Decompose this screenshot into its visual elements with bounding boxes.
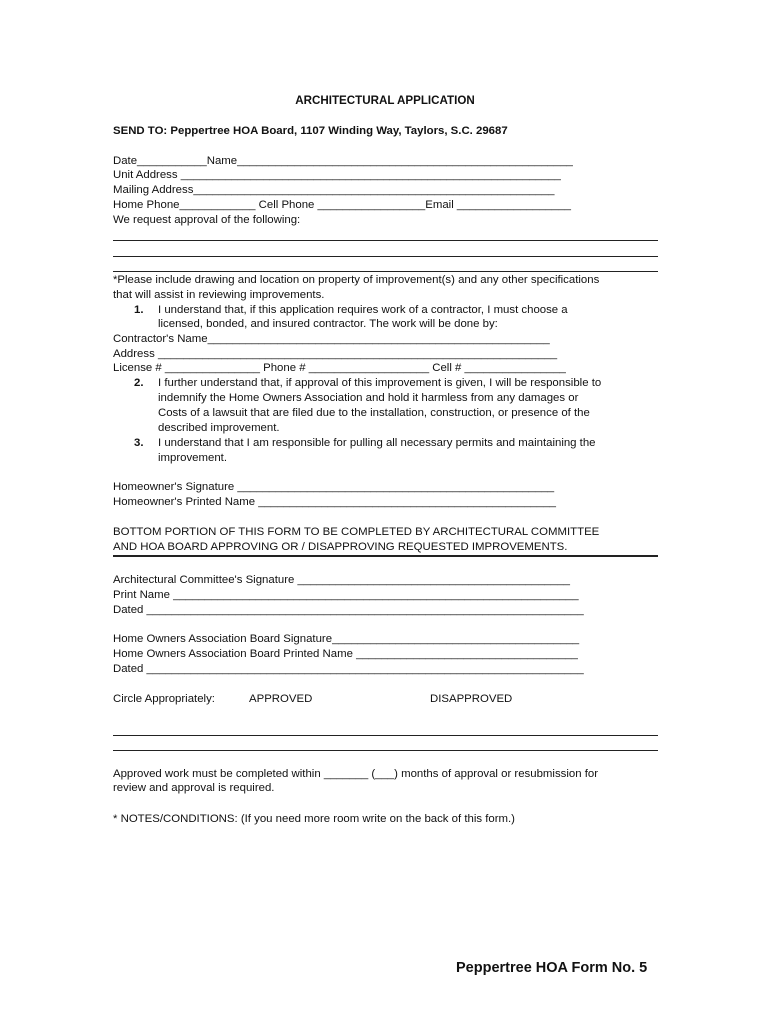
committee-signature-field[interactable]: Architectural Committee's Signature ___________________________________________	[113, 574, 570, 586]
contractor-name-field[interactable]: Contractor's Name______________________________________________________	[113, 333, 550, 345]
item-3-line-1: I understand that I am responsible for pulling all necessary permits and maintaining the	[158, 437, 596, 449]
bottom-portion-heading-line-2: AND HOA BOARD APPROVING OR / DISAPPROVING REQUESTED IMPROVEMENTS.	[113, 541, 568, 553]
conditions-line-2[interactable]	[113, 750, 658, 751]
conditions-line-1[interactable]	[113, 735, 658, 736]
bottom-portion-heading-line-1: BOTTOM PORTION OF THIS FORM TO BE COMPLETED BY ARCHITECTURAL COMMITTEE	[113, 526, 600, 538]
request-line-2[interactable]	[113, 256, 658, 257]
request-line-1[interactable]	[113, 240, 658, 241]
contractor-license-phone-cell-field[interactable]: License # _______________ Phone # ___________________ Cell # ________________	[113, 362, 566, 374]
item-1-line-2: licensed, bonded, and insured contractor. The work will be done by:	[158, 318, 498, 330]
completion-note-line-2: review and approval is required.	[113, 782, 275, 794]
request-label: We request approval of the following:	[113, 214, 301, 226]
item-2-line-3: Costs of a lawsuit that are filed due to the installation, construction, or presence of the	[158, 407, 590, 419]
unit-address-field[interactable]: Unit Address ____________________________________________________________	[113, 169, 561, 181]
contractor-address-field[interactable]: Address _______________________________________________________________	[113, 348, 558, 360]
item-2-line-2: indemnify the Home Owners Association and hold it harmless from any damages or	[158, 392, 579, 404]
committee-print-name-field[interactable]: Print Name ________________________________________________________________	[113, 589, 579, 601]
item-2-line-4: described improvement.	[158, 422, 280, 434]
item-2-number: 2.	[134, 377, 144, 389]
send-to-address: SEND TO: Peppertree HOA Board, 1107 Winding Way, Taylors, S.C. 29687	[113, 125, 508, 137]
item-1-line-1: I understand that, if this application requires work of a contractor, I must choose a	[158, 304, 568, 316]
drawing-note-line-1: *Please include drawing and location on property of improvement(s) and any other specifications	[113, 274, 600, 286]
completion-note-line-1: Approved work must be completed within _______ (___) months of approval or resubmission for	[113, 768, 598, 780]
homeowner-signature-field[interactable]: Homeowner's Signature __________________________________________________	[113, 481, 555, 493]
form-number-footer: Peppertree HOA Form No. 5	[456, 960, 648, 976]
board-dated-field[interactable]: Dated _____________________________________________________________________	[113, 663, 584, 675]
phones-email-field[interactable]: Home Phone____________ Cell Phone _________________Email __________________	[113, 199, 571, 211]
drawing-note-line-2: that will assist in reviewing improvements.	[113, 289, 325, 301]
request-line-3[interactable]	[113, 271, 658, 272]
board-printed-name-field[interactable]: Home Owners Association Board Printed Name ___________________________________	[113, 648, 578, 660]
notes-conditions: * NOTES/CONDITIONS: (If you need more room write on the back of this form.)	[113, 813, 515, 825]
item-1-number: 1.	[134, 304, 144, 316]
item-2-line-1: I further understand that, if approval of this improvement is given, I will be responsible to	[158, 377, 602, 389]
item-3-number: 3.	[134, 437, 144, 449]
committee-dated-field[interactable]: Dated _____________________________________________________________________	[113, 604, 584, 616]
section-divider	[113, 555, 658, 557]
disapproved-option[interactable]: DISAPPROVED	[430, 693, 513, 705]
form-title: ARCHITECTURAL APPLICATION	[295, 94, 475, 107]
homeowner-printed-name-field[interactable]: Homeowner's Printed Name _______________________________________________	[113, 496, 556, 508]
item-3-line-2: improvement.	[158, 452, 228, 464]
date-name-field[interactable]: Date___________Name_____________________________________________________	[113, 155, 573, 167]
mailing-address-field[interactable]: Mailing Address_________________________________________________________	[113, 184, 555, 196]
circle-label: Circle Appropriately:	[113, 693, 215, 705]
approved-option[interactable]: APPROVED	[249, 693, 313, 705]
board-signature-field[interactable]: Home Owners Association Board Signature_______________________________________	[113, 633, 580, 645]
